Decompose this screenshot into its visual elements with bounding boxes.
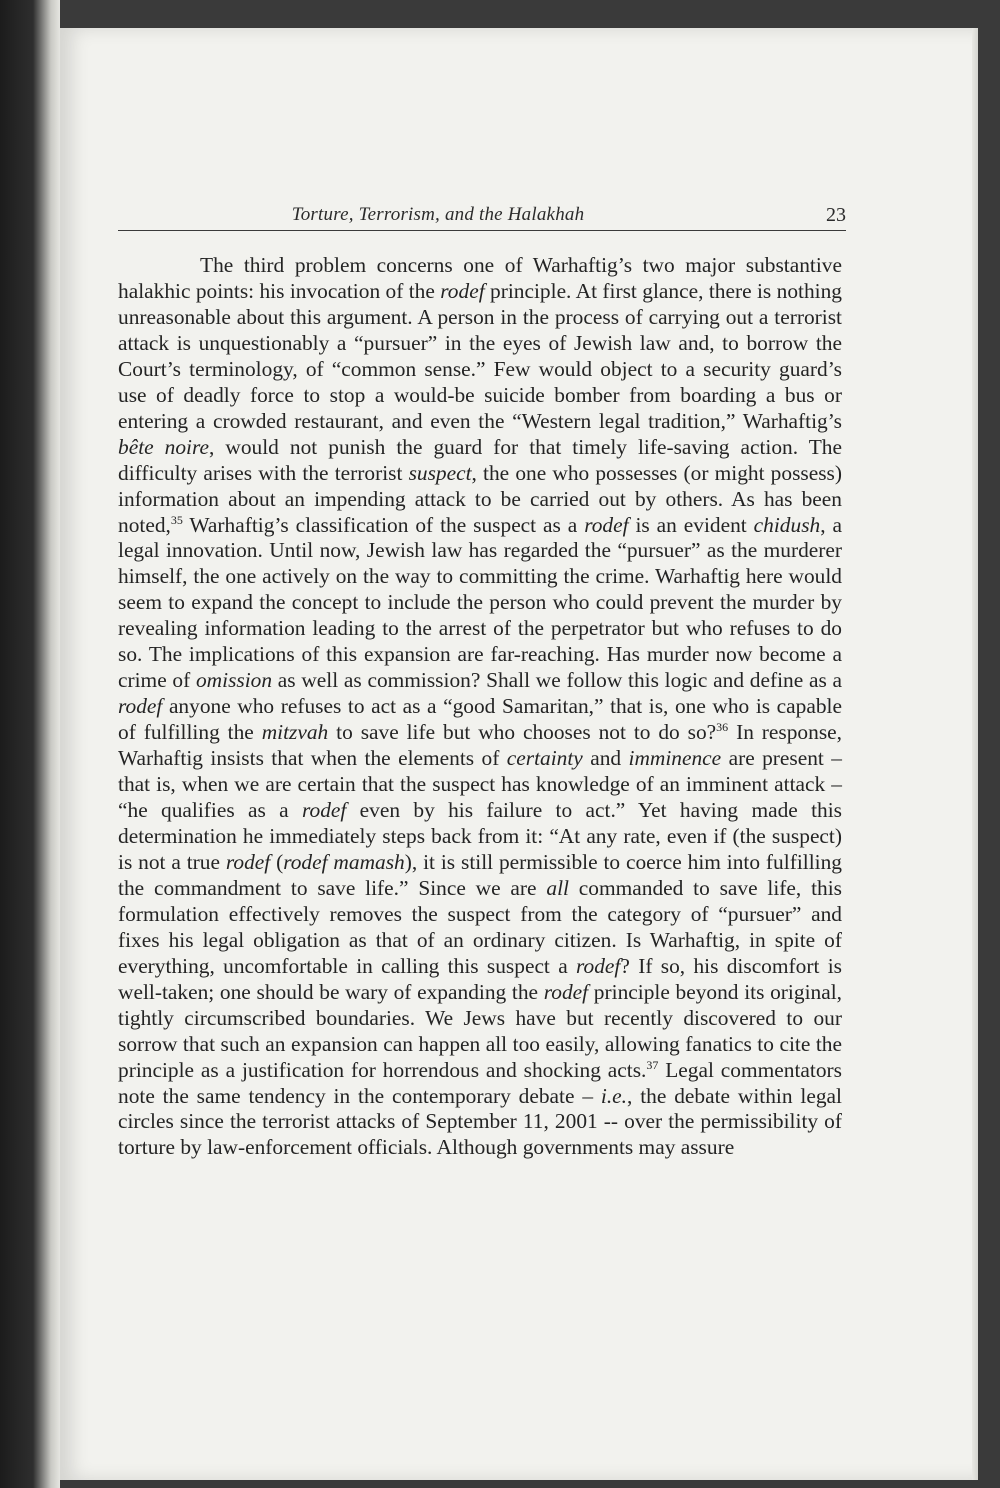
text-run: , a legal innovation. Until now, Jewish law has regarded the “pursuer” as the murderer himself, the one actively on the way to committing the crime. Warhaftig here would seem to expand the concept to include the person who could prevent the murder by revealing information leading to the arrest of the perpetrator but who refuses to do so. The implications of this expansion are far-reaching. Has murder now become a crime of: [118, 512, 842, 693]
running-header: [118, 202, 846, 232]
text-run: are present – that is, when we are certain that the suspect has knowledge of an imminent attack – “he qualifies as a: [118, 746, 842, 823]
italic-text: rodef: [543, 979, 589, 1004]
body-paragraph: [118, 253, 842, 1161]
italic-text: omission: [195, 668, 273, 693]
italic-text: rodef: [118, 694, 163, 719]
book-binding-shadow: [0, 0, 60, 1488]
text-run: (: [270, 849, 284, 874]
text-run: Legal commentators note the same tendency in the contemporary debate –: [118, 1057, 842, 1108]
footnote-marker: 35: [170, 512, 183, 527]
page-number: 23: [826, 204, 846, 226]
text-run: , the debate within legal circles since the terrorist attacks of September 11, 2001 -- over the permissibility of torture by law-enforcement officials. Although governments may assure: [118, 1083, 842, 1160]
italic-text: all: [546, 875, 569, 900]
italic-text: mitzvah: [261, 720, 329, 745]
italic-text: rodef: [440, 278, 485, 303]
italic-text: certainty: [506, 746, 583, 771]
text-run: Warhaftig’s classification of the suspect as a: [182, 512, 585, 537]
text-run: principle beyond its original, tightly circumscribed boundaries. We Jews have but recently discovered to our sorrow that such an expansion can happen all too easily, allowing fanatics to cite the principle as a justification for horrendous and shocking acts.: [118, 979, 842, 1082]
text-run: In response, Warhaftig insists that when the elements of: [118, 720, 842, 771]
italic-text: imminence: [628, 746, 722, 771]
text-run: ? If so, his discomfort is well-taken; one should be wary of expanding the: [118, 953, 842, 1004]
text-run: even by his failure to act.” Yet having made this determination he immediately steps back from it: “At any rate, even if (the suspect) is not a true: [118, 798, 842, 874]
text-run: is an evident: [628, 512, 754, 537]
italic-text: suspect: [408, 460, 472, 485]
italic-text: rodef: [584, 512, 629, 537]
italic-text: chidush: [753, 512, 821, 537]
body-text: [118, 253, 842, 1161]
page-edge: [972, 28, 978, 1480]
italic-text: i.e.: [600, 1083, 628, 1108]
footnote-marker: 37: [646, 1057, 659, 1072]
running-title: Torture, Terrorism, and the Halakhah: [291, 204, 585, 225]
text-run: ), it is still permissible to coerce him into fulfilling the commandment to save life.” Since we are: [118, 849, 842, 900]
italic-text: rodef mamash: [283, 849, 405, 874]
header-rule: [118, 230, 846, 231]
italic-text: rodef: [576, 953, 621, 978]
text-run: and: [582, 746, 629, 771]
italic-text: rodef: [225, 849, 271, 874]
text-run: principle. At first glance, there is nothing unreasonable about this argument. A person in the process of carrying out a terrorist attack is unquestionably a “pursuer” in the eyes of Jewish law and, to borrow the Court’s terminology, of “common sense.” Few would object to a security guard’s use of deadly force to stop a would-be suicide bomber from boarding a bus or entering a crowded restaurant, and even the “Western legal tradition,” Warhaftig’s: [118, 278, 842, 433]
text-run: , would not punish the guard for that timely life-saving action. The difficulty arises with the terrorist: [118, 434, 842, 485]
italic-text: rodef: [301, 798, 347, 823]
text-run: as well as commission? Shall we follow this logic and define as a: [272, 668, 842, 693]
footnote-marker: 36: [716, 720, 729, 735]
text-run: commanded to save life, this formulation effectively removes the suspect from the category of “pursuer” and fixes his legal obligation as that of an ordinary citizen. Is Warhaftig, in spite of everything, uncomfortable in calling this suspect a: [118, 875, 843, 978]
italic-text: bête noire: [118, 434, 210, 459]
text-run: The third problem concerns one of Warhaftig’s two major substantive halakhic points: his invocation of the: [118, 253, 842, 303]
text-run: , the one who possesses (or might possess) information about an impending attack to be carried out by others. As has been noted,: [118, 460, 842, 537]
text-run: to save life but who chooses not to do so?: [328, 720, 717, 745]
text-run: anyone who refuses to act as a “good Samaritan,” that is, one who is capable of fulfilling the: [118, 694, 842, 745]
